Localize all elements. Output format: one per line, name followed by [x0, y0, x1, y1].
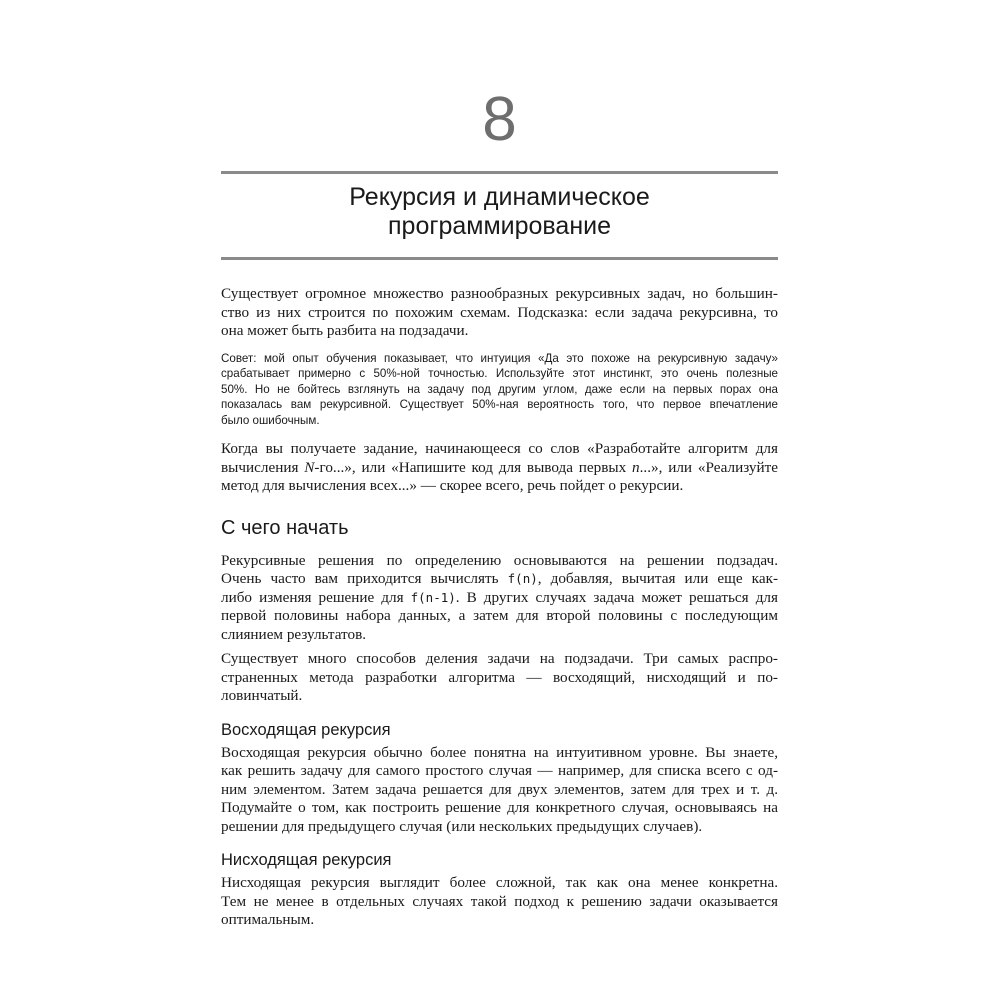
text-line: как решить задачу для самого простого случая — например, для списка всего с од-: [221, 762, 778, 779]
bottom-up-paragraph: [221, 744, 778, 837]
section-heading-start: С чего начать: [221, 516, 349, 539]
text-line: Существует много способов деления задачи на подзадачи. Три самых распро-: [221, 650, 778, 667]
intro-paragraph: [221, 285, 778, 341]
start-paragraph-1: [221, 552, 778, 645]
page-content: [221, 285, 778, 930]
text-line: первой половины набора данных, а затем для второй половины с последующим: [221, 607, 778, 624]
subsection-heading-top-down: Нисходящая рекурсия: [221, 851, 392, 869]
tip-line: срабатывает примерно с 50%-ной точностью. Используйте этот инстинкт, это очень полезные: [221, 367, 778, 380]
text-line: ство из них строится по похожим схемам. Подсказка: если задача рекурсивна, то: [221, 303, 778, 321]
title-rule-top: [221, 171, 778, 174]
inline-code: f(n): [507, 571, 538, 586]
text-line: оптимальным.: [221, 911, 315, 928]
text-fragment: Очень часто вам приходится вычислять: [221, 570, 508, 587]
text-line: Тем не менее в отдельных случаях такой подход к решению задачи оказывается: [221, 892, 778, 910]
chapter-title: [221, 183, 778, 241]
text-fragment: -го...», или «Напишите код для вывода первых: [314, 458, 633, 476]
text-line: Рекурсивные решения по определению основываются на решении подзадач.: [221, 551, 778, 569]
tip-line: 50%. Но не бойтесь взглянуть на задачу под другим углом, даже если на первых порах она: [221, 382, 778, 396]
italic-variable: n: [632, 458, 640, 476]
chapter-title-line-1: Рекурсия и динамическое: [349, 183, 650, 211]
italic-variable: N: [304, 458, 315, 476]
text-fragment: либо изменяя решение для: [221, 588, 411, 606]
text-line: [221, 589, 778, 608]
text-line: Когда вы получаете задание, начинающееся со слов «Разработайте алгоритм для: [221, 440, 778, 457]
text-fragment: , добавляя, вычитая или еще как-: [537, 570, 779, 587]
tip-line: показалась вам рекурсивной. Существует 50%-ная вероятность того, что первое впечатление: [221, 398, 778, 411]
text-line: ловинчатый.: [221, 687, 303, 704]
tip-line: Совет: мой опыт обучения показывает, что интуиция «Да это похоже на рекурсивную задачу»: [221, 351, 778, 365]
tip-line: было ошибочным.: [221, 413, 320, 427]
text-line: страненных метода разработки алгоритма — восходящий, нисходящий и по-: [221, 668, 778, 686]
chapter-title-line-2: программирование: [388, 212, 611, 240]
text-line: Восходящая рекурсия обычно более понятна на интуитивном уровне. Вы знаете,: [221, 743, 778, 761]
text-fragment: вычисления: [221, 458, 305, 476]
start-paragraph-2: [221, 650, 778, 706]
title-rule-bottom: [221, 257, 778, 260]
text-line: слиянием результатов.: [221, 625, 367, 643]
top-down-paragraph: [221, 874, 778, 930]
inline-code: f(n-1): [410, 589, 456, 605]
text-fragment: ...», или «Реализуйте: [639, 458, 778, 476]
text-line: [221, 459, 778, 478]
text-line: метод для вычисления всех...» — скорее всего, речь пойдет о рекурсии.: [221, 477, 684, 494]
text-fragment: . В других случаях задача может решаться для: [455, 588, 778, 606]
text-line: решении для предыдущего случая (или нескольких предыдущих случаев).: [221, 817, 703, 835]
chapter-number: 8: [482, 85, 517, 154]
text-line: ним элементом. Затем задача решается для двух элементов, затем для трех и т. д.: [221, 780, 778, 798]
recursion-cue-paragraph: [221, 440, 778, 496]
text-line: она может быть разбита на подзадачи.: [221, 322, 469, 339]
subsection-heading-bottom-up: Восходящая рекурсия: [221, 720, 391, 739]
text-line: [221, 570, 778, 589]
text-line: Подумайте о том, как построить решение для конкретного случая, основываясь на: [221, 799, 778, 816]
tip-note: [221, 351, 778, 429]
text-line: Нисходящая рекурсия выглядит более сложной, так как она менее конкретна.: [221, 874, 778, 891]
text-line: Существует огромное множество разнообразных рекурсивных задач, но большин-: [221, 285, 778, 302]
